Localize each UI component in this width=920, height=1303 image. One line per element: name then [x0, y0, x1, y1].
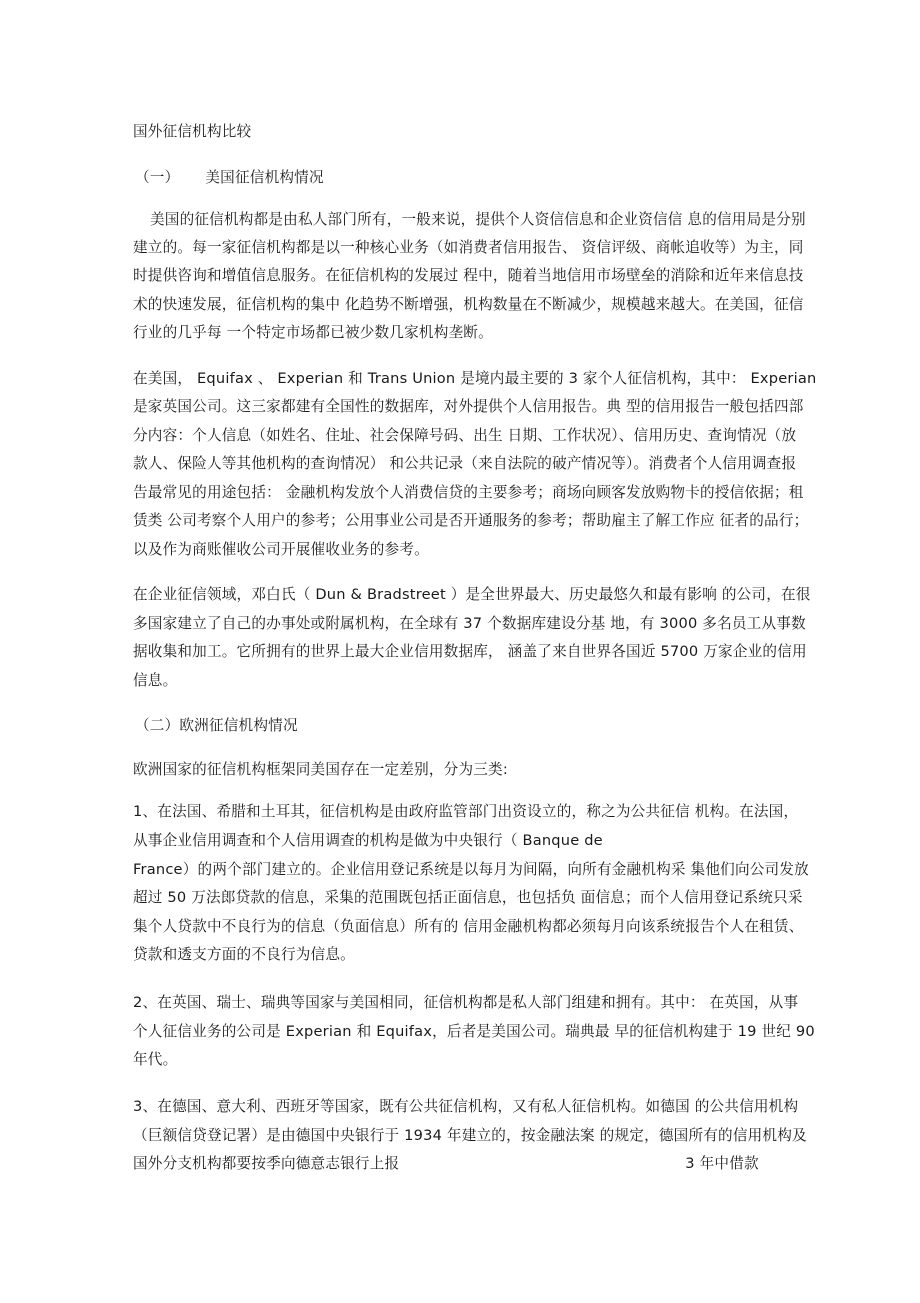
list-item-line: 从事企业信用调查和个人信用调查的机构是做为中央银行（ Banque de [133, 832, 603, 849]
paragraph-line: 据收集和加工。它所拥有的世界上最大企业信用数据库， 涵盖了来自世界各国近 5700 万家企业的信用 [133, 643, 807, 660]
list-item-line: 2、在英国、瑞士、瑞典等国家与美国相同，征信机构都是私人部门组建和拥有。其中： 在英国，从事 [133, 994, 799, 1011]
list-item-text: 国外分支机构都要按季向德意志银行上报 [133, 1155, 400, 1172]
section-heading-europe: （二）欧洲征信机构情况 [135, 717, 298, 734]
document-title: 国外征信机构比较 [133, 123, 252, 140]
section-heading-usa [135, 168, 324, 188]
list-item-text: 3 年中借款 [685, 1155, 759, 1172]
list-item-line: 个人征信业务的公司是 Experian 和 Equifax，后者是美国公司。瑞典最 早的征信机构建于 19 世纪 90 [133, 1023, 815, 1040]
paragraph-line: 在企业征信领域，邓白氏（ Dun & Bradstreet ）是全世界最大、历史最悠久和最有影响 的公司，在很 [133, 586, 811, 603]
paragraph-line: 美国的征信机构都是由私人部门所有，一般来说，提供个人资信信息和企业资信信 息的信用局是分别 [150, 211, 806, 228]
paragraph-line: 建立的。每一家征信机构都是以一种核心业务（如消费者信用报告、 资信评级、商帐追收等）为主，同 [133, 239, 804, 256]
list-item-line: France）的两个部门建立的。企业信用登记系统是以每月为间隔，向所有金融机构采 集他们向公司发放 [133, 861, 809, 878]
paragraph-line: 赁类 公司考察个人用户的参考；公用事业公司是否开通服务的参考；帮助雇主了解工作应 征者的品行； [133, 512, 809, 529]
paragraph-line: 行业的几乎每 一个特定市场都已被少数几家机构垄断。 [133, 324, 493, 341]
paragraph-line: 欧洲国家的征信机构框架同美国存在一定差别，分为三类: [133, 761, 508, 778]
list-item-line: 1、在法国、希腊和土耳其，征信机构是由政府监管部门出资设立的，称之为公共征信 机构。在法国， [133, 803, 799, 820]
list-item-line: 超过 50 万法郎贷款的信息，采集的范围既包括正面信息，也包括负 面信息；而个人信用登记系统只采 [133, 889, 803, 906]
paragraph-line: 是家英国公司。这三家都建有全国性的数据库，对外提供个人信用报告。典 型的信用报告一般包括四部 [133, 398, 804, 415]
paragraph-line: 时提供咨询和增值信息服务。在征信机构的发展过 程中，随着当地信用市场壁垒的消除和近年来信息技 [133, 267, 804, 284]
paragraph-line: 信息。 [133, 672, 178, 689]
paragraph-line: 术的快速发展，征信机构的集中 化趋势不断增强，机构数量在不断减少，规模越来越大。在美国，征信 [133, 296, 804, 313]
paragraph-line: 款人、保险人等其他机构的查询情况） 和公共记录（来自法院的破产情况等）。消费者个人信用调查报 [133, 455, 797, 472]
list-item-line: 贷款和透支方面的不良行为信息。 [133, 946, 355, 963]
list-item-line [133, 1154, 759, 1174]
list-item-line: 集个人贷款中不良行为的信息（负面信息）所有的 信用金融机构都必须每月向该系统报告个人在租赁、 [133, 918, 804, 935]
paragraph-line: 在美国， Equifax 、 Experian 和 Trans Union 是境内最主要的 3 家个人征信机构，其中： Experian [133, 370, 817, 387]
section-number: （一） [135, 169, 180, 186]
paragraph-line: 告最常见的用途包括： 金融机构发放个人消费信贷的主要参考；商场向顾客发放购物卡的授信依据；租 [133, 484, 804, 501]
list-item-line: 3、在德国、意大利、西班牙等国家，既有公共征信机构，又有私人征信机构。如德国 的公共信用机构 [133, 1098, 799, 1115]
paragraph-line: 以及作为商账催收公司开展催收业务的参考。 [133, 541, 429, 558]
list-item-line: （巨额信贷登记署）是由德国中央银行于 1934 年建立的，按金融法案 的规定，德国所有的信用机构及 [133, 1127, 807, 1144]
section-title: 美国征信机构情况 [205, 169, 324, 186]
paragraph-line: 分内容：个人信息（如姓名、住址、社会保障号码、出生 日期、工作状况）、信用历史、查询情况（放 [133, 427, 797, 444]
list-item-line: 年代。 [133, 1051, 178, 1068]
paragraph-line: 多国家建立了自己的办事处或附属机构，在全球有 37 个数据库建设分基 地，有 3000 多名员工从事数 [133, 615, 806, 632]
